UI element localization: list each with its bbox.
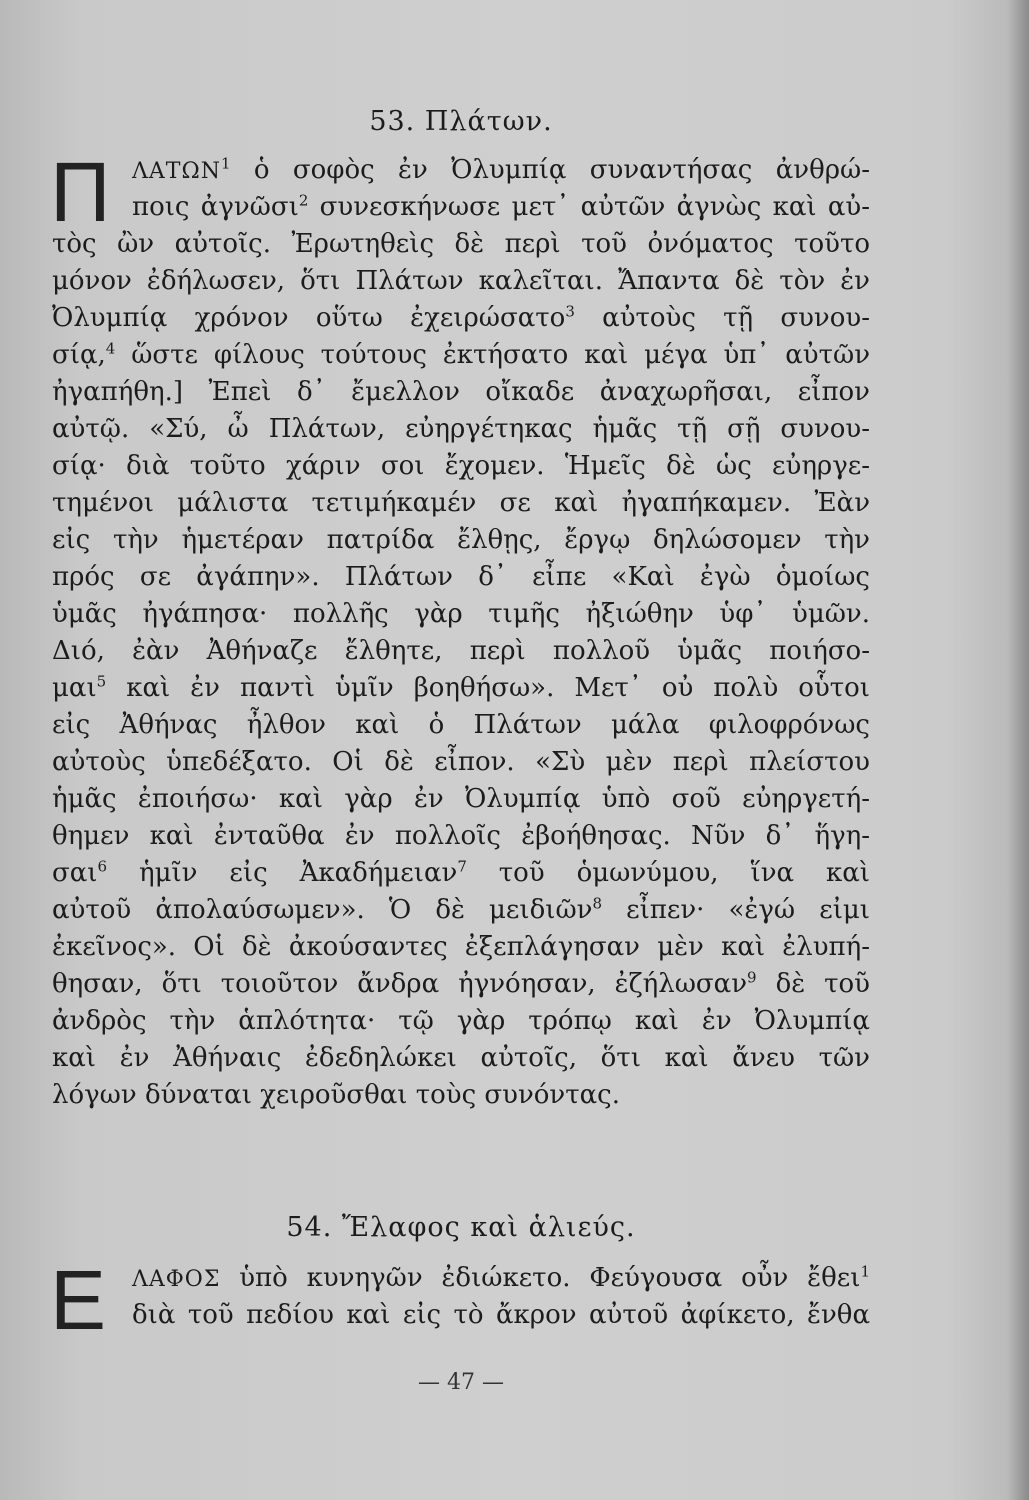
story-53-line-5: Ὀλυμπίᾳ χρόνον οὕτω ἐχειρώσατο$^3$ αὐτοὺς τῇ συνου- xyxy=(52,302,870,333)
story-53-line-1: ΛΑΤΩΝ$^1$ ὁ σοφὸς ἐν Ὀλυμπίᾳ συναντήσας ἀνθρώ- xyxy=(132,154,870,185)
story-53-line-22: ἐκεῖνος». Οἱ δὲ ἀκούσαντες ἐξεπλάγησαν μὲν καὶ ἐλυπή- xyxy=(52,932,870,962)
story-54-line-2: διὰ τοῦ πεδίου καὶ εἰς τὸ ἄκρον αὐτοῦ ἀφίκετο, ἔνθα xyxy=(132,1300,870,1330)
story-53-line-8: αὐτῷ. «Σύ, ὦ Πλάτων, εὐηργέτηκας ἡμᾶς τῇ σῇ συνου- xyxy=(52,414,870,444)
story-53-line-4: μόνον ἐδήλωσεν, ὅτι Πλάτων καλεῖται. Ἄπαντα δὲ τὸν ἐν xyxy=(52,266,870,296)
story-53-line-18: ἡμᾶς ἐποιήσω· καὶ γὰρ ἐν Ὀλυμπίᾳ ὑπὸ σοῦ εὐηργετή- xyxy=(52,784,870,814)
story-53-line-7: ἠγαπήθη.] Ἐπεὶ δ᾽ ἔμελλον οἴκαδε ἀναχωρῆσαι, εἶπον xyxy=(52,377,870,407)
story-53-line-2: ποις ἀγνῶσι$^2$ συνεσκήνωσε μετ᾽ αὐτῶν ἀγνὼς καὶ αὐ- xyxy=(132,191,870,222)
story-53-line-23: θησαν, ὅτι τοιοῦτον ἄνδρα ἠγνόησαν, ἐζήλωσαν$^9$ δὲ τοῦ xyxy=(52,968,870,999)
story-53-line-17: αὐτοὺς ὑπεδέξατο. Οἱ δὲ εἶπον. «Σὺ μὲν περὶ πλείστου xyxy=(52,747,870,777)
story-53-dropcap: Π xyxy=(50,145,111,239)
story-54-title: 54. Ἔλαφος καὶ ἁλιεύς. xyxy=(286,1212,636,1243)
story-53-line-15: μαι$^5$ καὶ ἐν παντὶ ὑμῖν βοηθήσω». Μετ᾽ οὐ πολὺ οὗτοι xyxy=(52,672,870,703)
story-53-line-24: ἀνδρὸς τὴν ἁπλότητα· τῷ γὰρ τρόπῳ καὶ ἐν Ὀλυμπίᾳ xyxy=(52,1006,870,1036)
story-53-line-9: σίᾳ· διὰ τοῦτο χάριν σοι ἔχομεν. Ἡμεῖς δὲ ὡς εὐηργε- xyxy=(52,451,870,481)
story-53-line-25: καὶ ἐν Ἀθήναις ἐδεδηλώκει αὐτοῖς, ὅτι καὶ ἄνευ τῶν xyxy=(52,1043,870,1073)
story-53-line-6: σίᾳ,$^4$ ὥστε φίλους τούτους ἐκτήσατο καὶ μέγα ὑπ᾽ αὐτῶν xyxy=(52,339,870,370)
story-53-line-10: τημένοι μάλιστα τετιμήκαμέν σε καὶ ἠγαπήκαμεν. Ἐὰν xyxy=(52,488,870,518)
story-53-line-3: τὸς ὢν αὐτοῖς. Ἐρωτηθεὶς δὲ περὶ τοῦ ὀνόματος τοῦτο xyxy=(52,229,870,259)
story-53-title: 53. Πλάτων. xyxy=(369,106,553,137)
story-53-line-19: θημεν καὶ ἐνταῦθα ἐν πολλοῖς ἐβοήθησας. Νῦν δ᾽ ἥγη- xyxy=(52,821,870,851)
story-53-line-26: λόγων δύναται χειροῦσθαι τοὺς συνόντας. xyxy=(52,1080,621,1110)
story-53-line-13: ὑμᾶς ἠγάπησα· πολλῆς γὰρ τιμῆς ἠξιώθην ὑφ᾽ ὑμῶν. xyxy=(52,599,870,629)
page-number: — 47 — xyxy=(418,1370,504,1395)
story-53-line-14: Διό, ἐὰν Ἀθήναζε ἔλθητε, περὶ πολλοῦ ὑμᾶς ποιήσο- xyxy=(52,636,870,666)
story-53-line-21: αὐτοῦ ἀπολαύσωμεν». Ὁ δὲ μειδιῶν$^8$ εἶπεν· «ἐγώ εἰμι xyxy=(52,894,870,925)
story-54-line-1: ΛΑΦΟΣ ὑπὸ κυνηγῶν ἐδιώκετο. Φεύγουσα οὖν ἔθει$^1$ xyxy=(132,1262,870,1293)
story-53-line-12: πρός σε ἀγάπην». Πλάτων δ᾽ εἶπε «Καὶ ἐγὼ ὁμοίως xyxy=(52,562,870,592)
page-edge-shadow xyxy=(1007,0,1029,1500)
story-54-dropcap: Ε xyxy=(50,1253,107,1347)
story-53-line-20: σαι$^6$ ἡμῖν εἰς Ἀκαδήμειαν$^7$ τοῦ ὁμωνύμου, ἵνα καὶ xyxy=(52,857,871,888)
story-53-line-11: εἰς τὴν ἡμετέραν πατρίδα ἔλθῃς, ἔργῳ δηλώσομεν τὴν xyxy=(52,525,870,555)
story-53-line-16: εἰς Ἀθήνας ἦλθον καὶ ὁ Πλάτων μάλα φιλοφρόνως xyxy=(52,710,870,740)
